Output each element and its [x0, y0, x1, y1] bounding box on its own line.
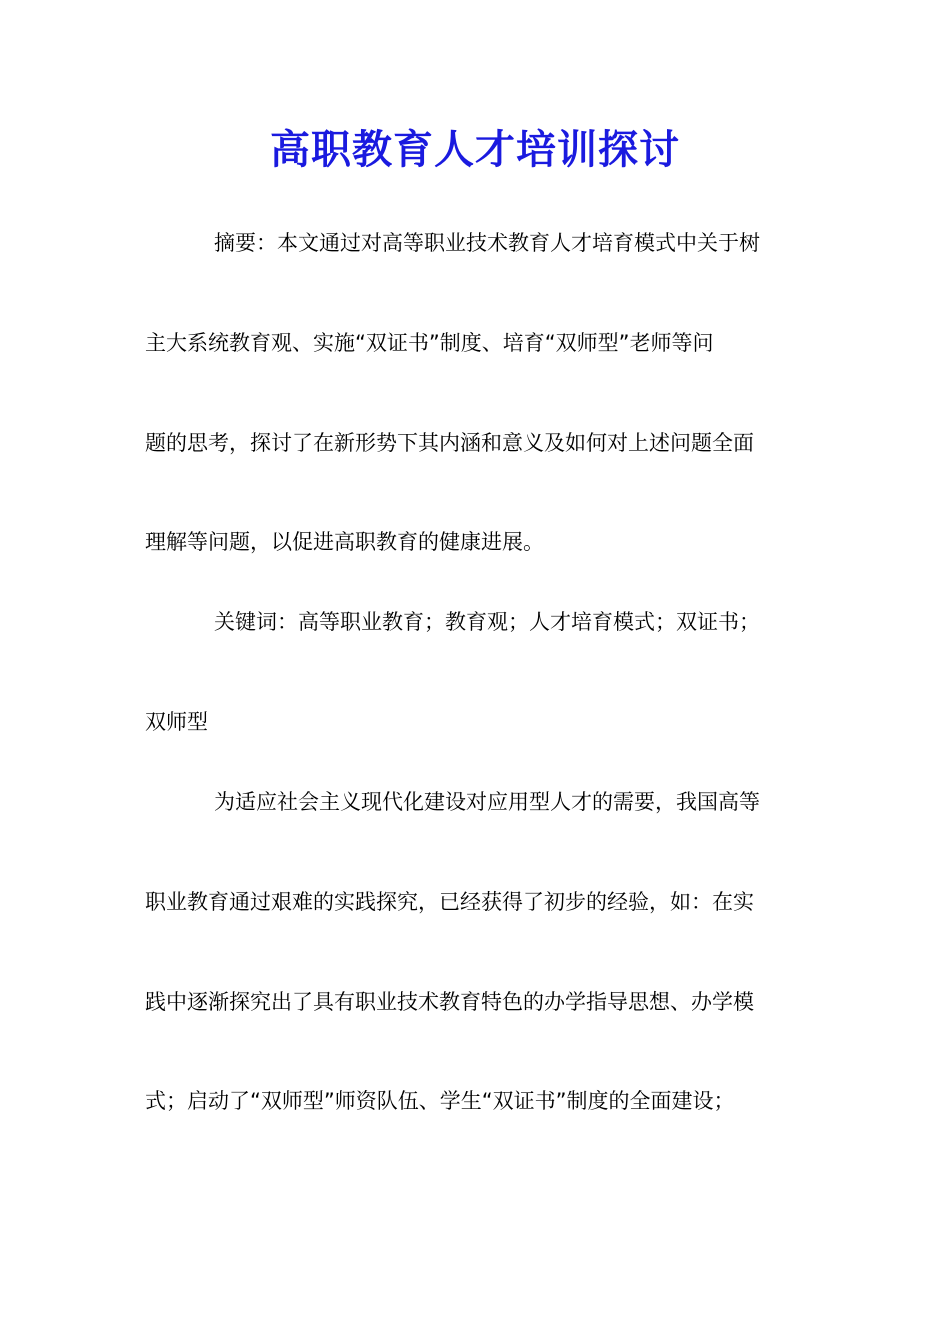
abstract-line-3: 题的思考，探讨了在新形势下其内涵和意义及如何对上述问题全面: [145, 431, 754, 455]
abstract-line-2: 主大系统教育观、实施“双证书”制度、培育“双师型”老师等问: [145, 331, 714, 355]
body-line-4: 式；启动了“双师型”师资队伍、学生“双证书”制度的全面建设；: [145, 1089, 735, 1113]
body-line-3: 践中逐渐探究出了具有职业技术教育特色的办学指导思想、办学模: [145, 990, 754, 1014]
abstract-line-4: 理解等问题，以促进高职教育的健康进展。: [145, 530, 544, 554]
keywords-line-1: 关键词：高等职业教育；教育观；人才培育模式；双证书；: [214, 610, 760, 634]
keywords-line-2: 双师型: [145, 710, 208, 734]
body-line-2: 职业教育通过艰难的实践探究，已经获得了初步的经验，如：在实: [145, 890, 754, 914]
abstract-line-1: 摘要：本文通过对高等职业技术教育人才培育模式中关于树: [214, 231, 760, 255]
document-title: 高职教育人才培训探讨: [270, 126, 680, 173]
body-line-1: 为适应社会主义现代化建设对应用型人才的需要，我国高等: [214, 790, 760, 814]
